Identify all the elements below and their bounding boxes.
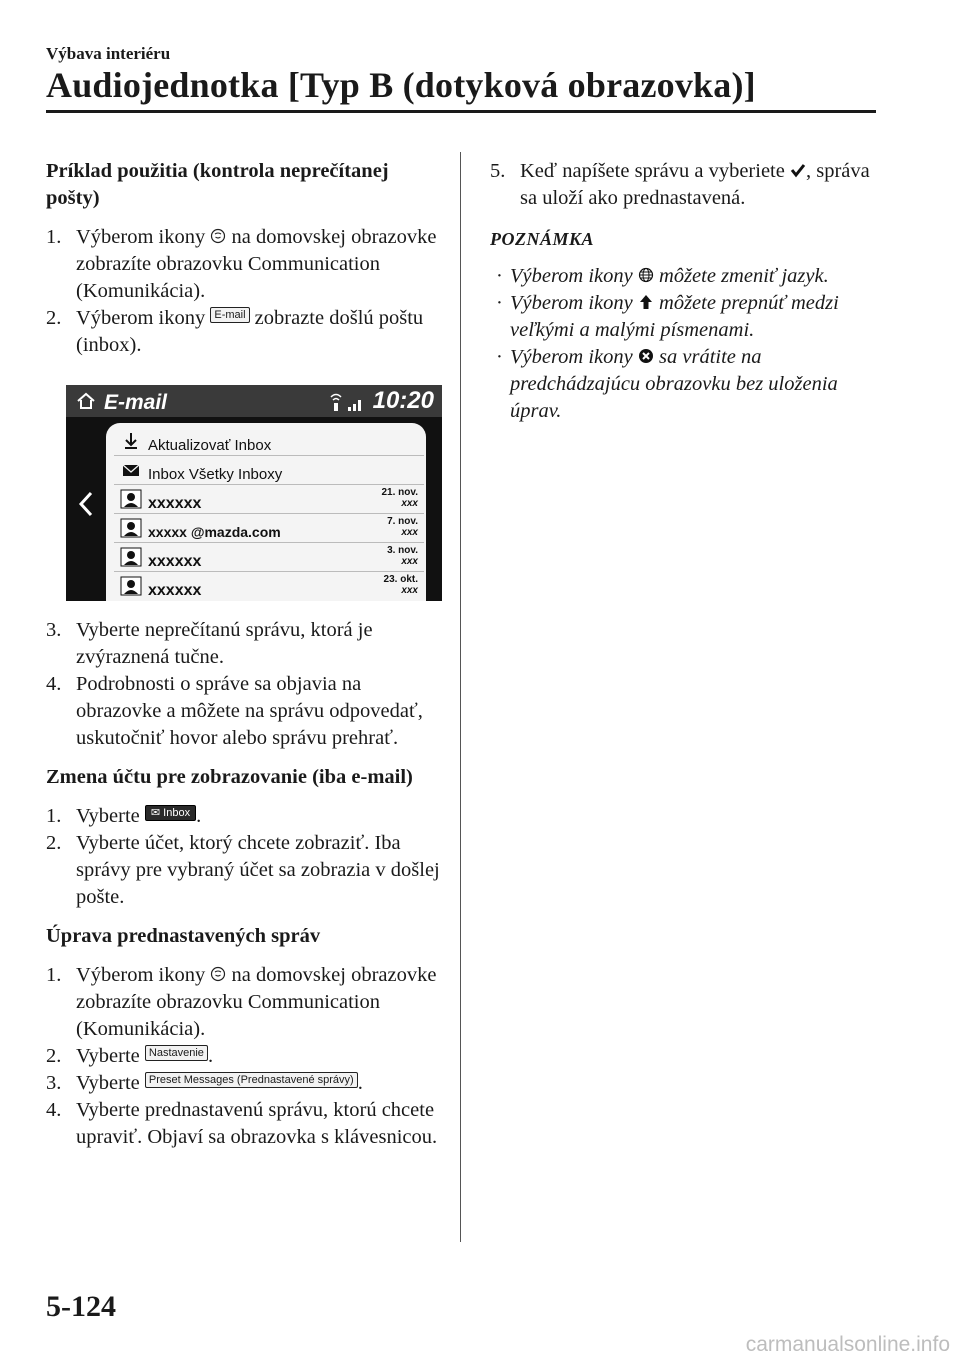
heading-edit-presets: Úprava prednastavených správ [46, 925, 321, 947]
page-title: Audiojednotka [Typ B (dotyková obrazovka)] [46, 65, 756, 105]
steps-unread-mail-cont [46, 617, 446, 752]
message-row[interactable]: xxxxx @mazda.com 7. nov. xxx [114, 514, 424, 543]
watermark: carmanualsonline.info [745, 1333, 950, 1356]
steps-change-account [46, 803, 446, 911]
preset-messages-chip: Preset Messages (Prednastavené správy) [145, 1072, 358, 1088]
message-row[interactable]: xxxxxx 23. okt. xxx [114, 572, 424, 600]
home-icon[interactable] [76, 391, 96, 411]
note-item: · Výberom ikony sa vrátite na predchádzajúcu obrazovku bez uloženia úprav. [496, 346, 838, 422]
step-item: 1. Vyberte ✉ Inbox . [46, 805, 202, 827]
envelope-icon [120, 460, 142, 480]
inbox-chip: ✉ Inbox [145, 805, 196, 821]
screen-title: E-mail [104, 391, 168, 414]
step-item: 2. Výberom ikony E-mail zobrazte došlú poštu (inbox). [46, 307, 424, 356]
contact-icon [120, 576, 142, 596]
shift-arrow-icon [638, 294, 654, 310]
step-item: 2. Vyberte účet, ktorý chcete zobraziť. Iba správy pre vybraný účet sa zobrazia v došlej pošte. [46, 832, 440, 908]
step-item: 4. Vyberte prednastavenú správu, ktorú chcete upraviť. Objaví sa obrazovka s klávesnicou. [46, 1099, 438, 1148]
steps-edit-presets [46, 962, 446, 1151]
cancel-icon [638, 348, 654, 364]
step-item: 5. Keď napíšete správu a vyberiete , správa sa uloží ako prednastavená. [490, 160, 870, 209]
update-inbox-row[interactable]: Aktualizovať Inbox [114, 427, 424, 456]
contact-icon [120, 518, 142, 538]
notes-list [490, 263, 880, 425]
communication-icon [210, 966, 226, 982]
globe-icon [638, 267, 654, 283]
chevron-left-icon[interactable] [76, 489, 96, 519]
right-column [490, 158, 880, 425]
note-item: · Výberom ikony môžete zmeniť jazyk. [496, 265, 829, 287]
inbox-select-row[interactable]: Inbox Všetky Inboxy [114, 456, 424, 485]
message-row[interactable]: xxxxxx 3. nov. xxx [114, 543, 424, 572]
column-divider [460, 152, 461, 1242]
screen-clock: 10:20 [372, 387, 434, 414]
heading-change-account: Zmena účtu pre zobrazovanie (iba e-mail) [46, 766, 413, 788]
step-item: 4. Podrobnosti o správe sa objavia na obrazovke a môžete na správu odpovedať, uskutočniť hovor alebo správu prehrať. [46, 673, 423, 749]
envelope-icon: ✉ [150, 807, 161, 819]
steps-edit-presets-cont [490, 158, 880, 212]
checkmark-icon [790, 162, 806, 178]
steps-unread-mail [46, 224, 446, 359]
settings-chip: Nastavenie [145, 1045, 208, 1061]
step-item: 1. Výberom ikony na domovskej obrazovke zobrazíte obrazovku Communication (Komunikácia). [46, 964, 437, 1040]
email-chip: E-mail [210, 307, 249, 323]
header-rule [46, 110, 876, 113]
message-row[interactable]: xxxxxx 21. nov. xxx [114, 485, 424, 514]
step-item: 3. Vyberte neprečítanú správu, ktorá je zvýraznená tučne. [46, 619, 373, 668]
step-item: 2. Vyberte Nastavenie . [46, 1045, 214, 1067]
step-item: 1. Výberom ikony na domovskej obrazovke zobrazíte obrazovku Communication (Komunikácia). [46, 226, 437, 302]
signal-status-icon [328, 391, 366, 413]
communication-icon [210, 228, 226, 244]
page-number: 5-124 [46, 1290, 116, 1323]
section-label: Výbava interiéru [46, 44, 171, 63]
left-column [46, 158, 446, 1163]
contact-icon [120, 547, 142, 567]
contact-icon [120, 489, 142, 509]
email-screen [66, 385, 442, 601]
note-title: POZNÁMKA [490, 229, 595, 249]
note-item: · Výberom ikony môžete prepnúť medzi veľkými a malými písmenami. [496, 292, 839, 341]
heading-unread-mail: Príklad použitia (kontrola neprečítanej pošty) [46, 160, 389, 209]
download-icon [120, 431, 142, 451]
step-item: 3. Vyberte Preset Messages (Prednastavené správy) . [46, 1072, 363, 1094]
